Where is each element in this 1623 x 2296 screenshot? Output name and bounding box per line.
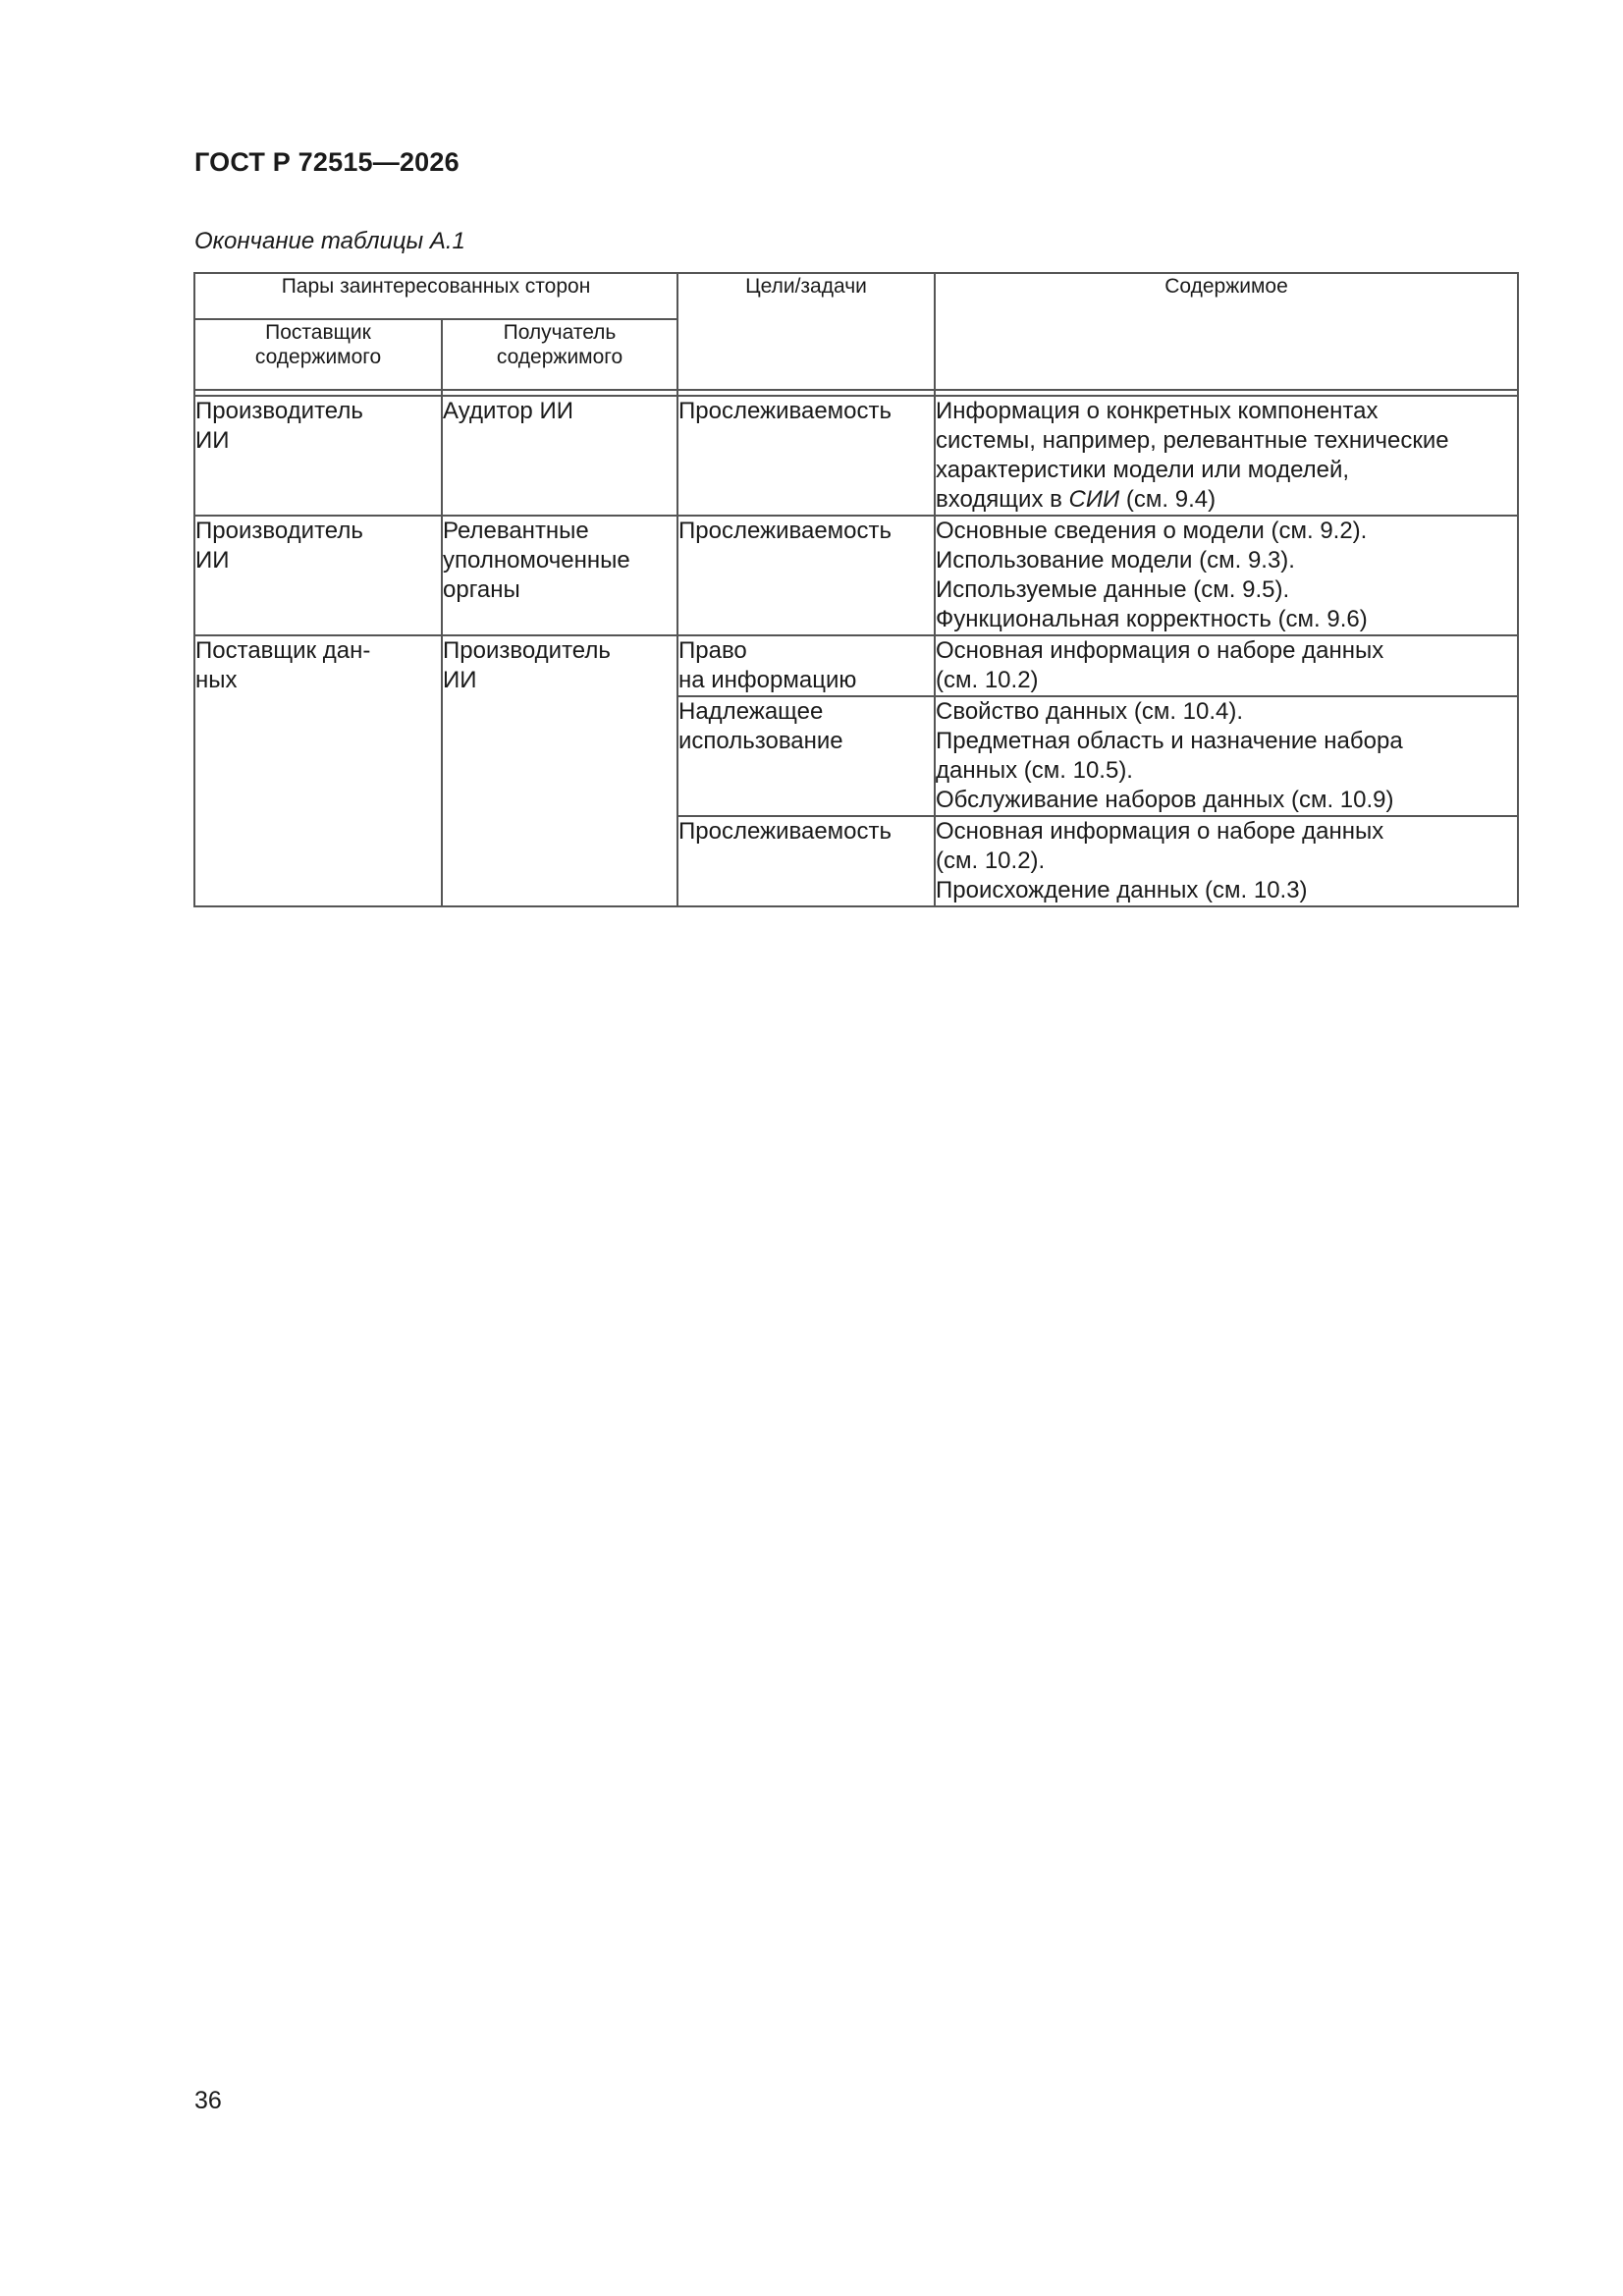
header-stakeholder-pairs: Пары заинтересованных сторон <box>194 273 677 319</box>
cell-text: Поставщик дан- <box>195 637 371 664</box>
cell-text: Происхождение данных (см. 10.3) <box>936 877 1308 903</box>
cell-text: Информация о конкретных компонентах <box>936 398 1379 424</box>
table-row <box>194 635 1518 696</box>
cell-text: Использование модели (см. 9.3). <box>936 547 1295 574</box>
cell-text: характеристики модели или моделей, <box>936 457 1350 483</box>
cell-goal <box>677 696 935 816</box>
cell-text: Производитель <box>195 518 363 544</box>
table-row <box>194 516 1518 635</box>
header-text: содержимого <box>496 346 623 368</box>
cell-recipient <box>442 396 677 516</box>
cell-text: органы <box>443 576 520 603</box>
cell-text: Право <box>678 637 747 664</box>
cell-text: Производитель <box>195 398 363 424</box>
cell-text: Основная информация о наборе данных <box>936 637 1384 664</box>
cell-content <box>935 816 1518 906</box>
page-number: 36 <box>194 2087 222 2114</box>
cell-text: данных (см. 10.5). <box>936 757 1133 784</box>
cell-text: (см. 10.2) <box>936 667 1039 693</box>
cell-text: Надлежащее <box>678 698 824 725</box>
cell-text: Прослеживаемость <box>678 518 893 544</box>
header-text: содержимого <box>254 346 382 368</box>
cell-text: ИИ <box>195 547 230 574</box>
cell-text: (см. 9.4) <box>1119 486 1217 513</box>
cell-text: входящих в <box>936 486 1069 513</box>
cell-recipient <box>442 516 677 635</box>
cell-recipient <box>442 635 677 906</box>
cell-text: системы, например, релевантные технические <box>936 427 1449 454</box>
cell-text: Используемые данные (см. 9.5). <box>936 576 1290 603</box>
cell-text: Основные сведения о модели (см. 9.2). <box>936 518 1368 544</box>
header-goals: Цели/задачи <box>677 273 935 390</box>
cell-text: Свойство данных (см. 10.4). <box>936 698 1244 725</box>
table-caption: Окончание таблицы А.1 <box>194 228 465 254</box>
cell-text: Релевантные <box>443 518 589 544</box>
cell-goal <box>677 516 935 635</box>
cell-text: ных <box>195 667 238 693</box>
header-text: Получатель <box>503 321 617 344</box>
cell-text: на информацию <box>678 667 857 693</box>
cell-content <box>935 635 1518 696</box>
cell-text: Прослеживаемость <box>678 398 893 424</box>
cell-text: использование <box>678 728 843 754</box>
cell-text-line <box>936 485 1517 515</box>
header-content-supplier <box>194 319 442 390</box>
cell-supplier <box>194 516 442 635</box>
cell-text: Производитель <box>443 637 611 664</box>
cell-text: Аудитор ИИ <box>443 398 573 424</box>
cell-text-italic: СИИ <box>1068 486 1120 513</box>
cell-content <box>935 396 1518 516</box>
cell-supplier <box>194 396 442 516</box>
cell-text: Основная информация о наборе данных <box>936 818 1384 845</box>
cell-text: ИИ <box>443 667 477 693</box>
cell-text: ИИ <box>195 427 230 454</box>
document-header: ГОСТ Р 72515—2026 <box>194 147 460 177</box>
cell-supplier <box>194 635 442 906</box>
cell-text: Обслуживание наборов данных (см. 10.9) <box>936 787 1394 813</box>
header-content: Содержимое <box>935 273 1518 390</box>
cell-text: (см. 10.2). <box>936 847 1046 874</box>
data-table <box>193 272 1519 907</box>
cell-content <box>935 516 1518 635</box>
cell-goal <box>677 635 935 696</box>
cell-text: уполномоченные <box>443 547 630 574</box>
cell-text: Функциональная корректность (см. 9.6) <box>936 606 1368 632</box>
cell-goal <box>677 396 935 516</box>
table-row <box>194 396 1518 516</box>
cell-text: Предметная область и назначение набора <box>936 728 1403 754</box>
header-text: Поставщик <box>265 321 371 344</box>
cell-text: Прослеживаемость <box>678 818 893 845</box>
cell-goal <box>677 816 935 906</box>
cell-content <box>935 696 1518 816</box>
header-content-recipient <box>442 319 677 390</box>
